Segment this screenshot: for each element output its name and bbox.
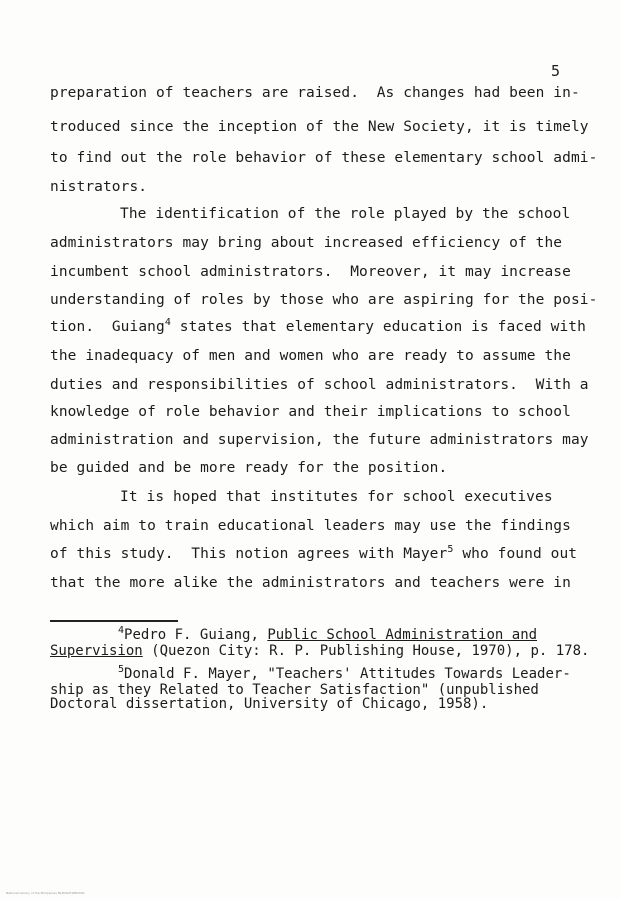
footnote-5 xyxy=(118,664,571,682)
body-line: troduced since the inception of the New Society, it is timely xyxy=(50,119,589,135)
body-text-span: of this study. This notion agrees with Mayer xyxy=(50,546,448,562)
body-line: which aim to train educational leaders may use the findings xyxy=(50,518,571,534)
footnote-5-cont: Doctoral dissertation, University of Chicago, 1958). xyxy=(50,696,489,712)
body-line: administration and supervision, the future administrators may xyxy=(50,432,589,448)
footnote-rest: (Quezon City: R. P. Publishing House, 1970), p. 178. xyxy=(151,643,590,659)
body-line: administrators may bring about increased efficiency of the xyxy=(50,235,563,251)
footnote-mark: 4 xyxy=(118,625,125,636)
body-line: to find out the role behavior of these elementary school admi- xyxy=(50,150,598,166)
footnote-ref: 4 xyxy=(164,317,171,328)
footnote-divider xyxy=(50,620,178,622)
body-line: It is hoped that institutes for school executives xyxy=(120,489,553,505)
footnote-4-cont xyxy=(50,644,589,658)
body-line: duties and responsibilities of school administrators. With a xyxy=(50,377,589,393)
body-line: nistrators. xyxy=(50,179,148,195)
body-line: understanding of roles by those who are aspiring for the posi- xyxy=(50,292,598,308)
body-text-span: states that elementary education is faced with xyxy=(179,319,586,335)
footnote-ref: 5 xyxy=(447,544,454,555)
body-text-span: tion. xyxy=(50,319,95,335)
body-line xyxy=(50,317,586,335)
archive-stamp: National Library of the Philippines NLPDIGITIZED000 xyxy=(6,891,85,895)
body-line: incumbent school administrators. Moreover, it may increase xyxy=(50,264,571,280)
body-text-span: who found out xyxy=(462,546,578,562)
footnote-author: Pedro F. Guiang, xyxy=(124,627,259,643)
body-line: The identification of the role played by the school xyxy=(120,206,571,222)
footnote-mark: 5 xyxy=(118,664,125,675)
body-line: be guided and be more ready for the position. xyxy=(50,460,448,476)
footnote-line: Donald F. Mayer, "Teachers' Attitudes Towards Leader- xyxy=(124,666,571,682)
body-line: the inadequacy of men and women who are ready to assume the xyxy=(50,348,571,364)
footnote-title: Supervision xyxy=(50,643,143,659)
footnote-5-cont: ship as they Related to Teacher Satisfaction" (unpublished xyxy=(50,682,539,698)
body-line xyxy=(50,544,578,562)
body-line: knowledge of role behavior and their implications to school xyxy=(50,404,571,420)
footnote-title: Public School Administration and xyxy=(267,627,538,643)
footnote-4 xyxy=(118,625,538,643)
page-number: 5 xyxy=(551,62,561,80)
body-line: that the more alike the administrators and teachers were in xyxy=(50,575,571,591)
body-line: preparation of teachers are raised. As changes had been in- xyxy=(50,85,580,101)
body-text-span: Guiang xyxy=(111,319,165,335)
